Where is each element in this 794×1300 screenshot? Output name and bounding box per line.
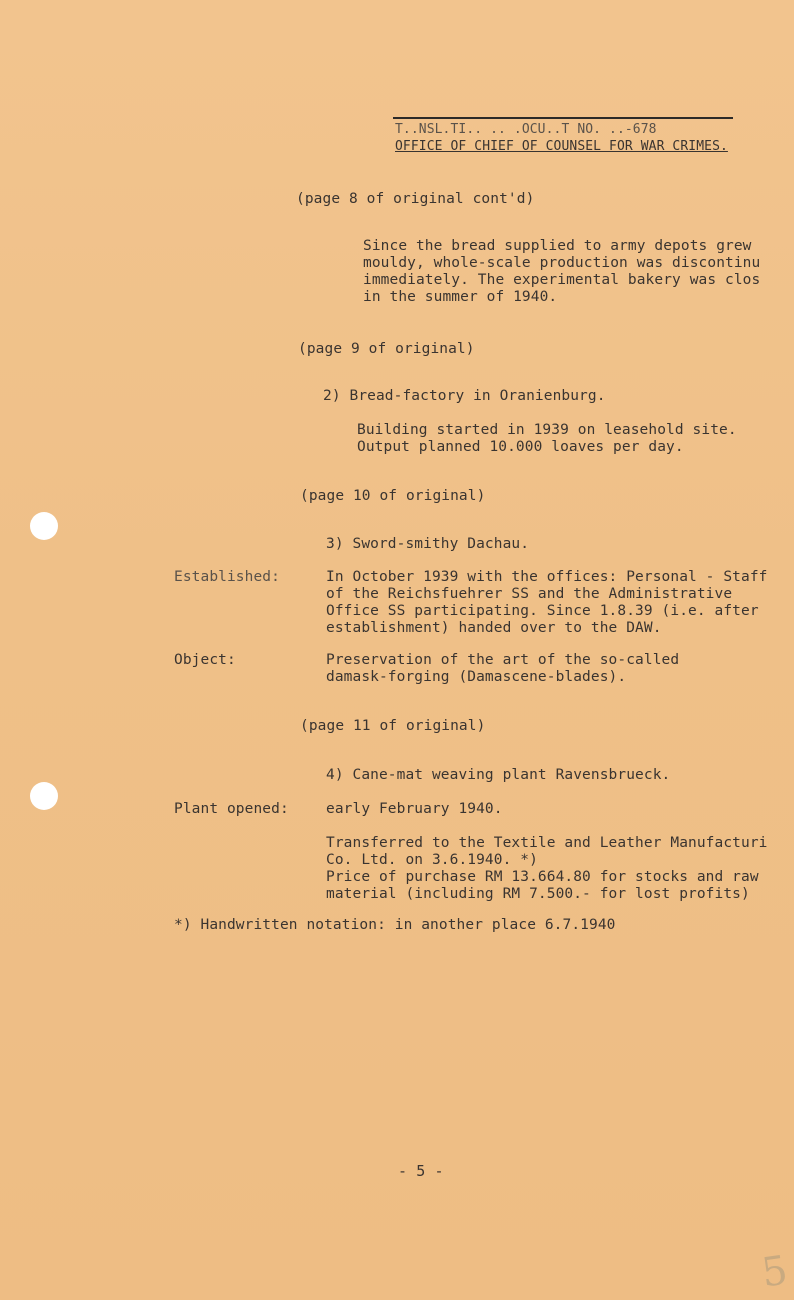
handwritten-page-mark: 5 (758, 1247, 791, 1297)
established-line-3: Office SS participating. Since 1.8.39 (i.e. after (326, 603, 759, 619)
established-line-1: In October 1939 with the offices: Personal - Staff (326, 569, 768, 585)
p8-line-3: immediately. The experimental bakery was clos (363, 272, 761, 288)
office-title: OFFICE OF CHIEF OF COUNSEL FOR WAR CRIMES. (395, 139, 728, 154)
established-line-4: establishment) handed over to the DAW. (326, 620, 662, 636)
page-number: - 5 - (398, 1162, 444, 1180)
document-number: T..NSL.TI.. .. .OCU..T NO. ..-678 (395, 122, 657, 137)
plant-opened-label: Plant opened: (174, 801, 289, 817)
page-9-heading: (page 9 of original) (298, 341, 475, 357)
established-label: Established: (174, 569, 280, 585)
item-2-title: 2) Bread-factory in Oranienburg. (323, 388, 606, 404)
punch-hole-top (30, 512, 58, 540)
object-line-1: Preservation of the art of the so-called (326, 652, 680, 668)
transfer-line-2: Co. Ltd. on 3.6.1940. *) (326, 852, 538, 868)
item-2-line-2: Output planned 10.000 loaves per day. (357, 439, 684, 455)
item-2-line-1: Building started in 1939 on leasehold site. (357, 422, 737, 438)
transfer-line-4: material (including RM 7.500.- for lost profits) (326, 886, 750, 902)
item-3-title: 3) Sword-smithy Dachau. (326, 536, 530, 552)
page-11-heading: (page 11 of original) (300, 718, 486, 734)
established-line-2: of the Reichsfuehrer SS and the Administrative (326, 586, 733, 602)
transfer-line-1: Transferred to the Textile and Leather Manufacturi (326, 835, 768, 851)
object-line-2: damask-forging (Damascene-blades). (326, 669, 627, 685)
item-4-title: 4) Cane-mat weaving plant Ravensbrueck. (326, 767, 671, 783)
plant-opened-value: early February 1940. (326, 801, 503, 817)
transfer-line-3: Price of purchase RM 13.664.80 for stocks and raw (326, 869, 759, 885)
p8-line-1: Since the bread supplied to army depots grew (363, 238, 752, 254)
header-rule (393, 117, 733, 119)
footnote: *) Handwritten notation: in another place 6.7.1940 (174, 917, 616, 933)
punch-hole-bottom (30, 782, 58, 810)
p8-line-2: mouldy, whole-scale production was discontinu (363, 255, 761, 271)
page-8-heading: (page 8 of original cont'd) (296, 191, 535, 207)
page-10-heading: (page 10 of original) (300, 488, 486, 504)
p8-line-4: in the summer of 1940. (363, 289, 558, 305)
object-label: Object: (174, 652, 236, 668)
